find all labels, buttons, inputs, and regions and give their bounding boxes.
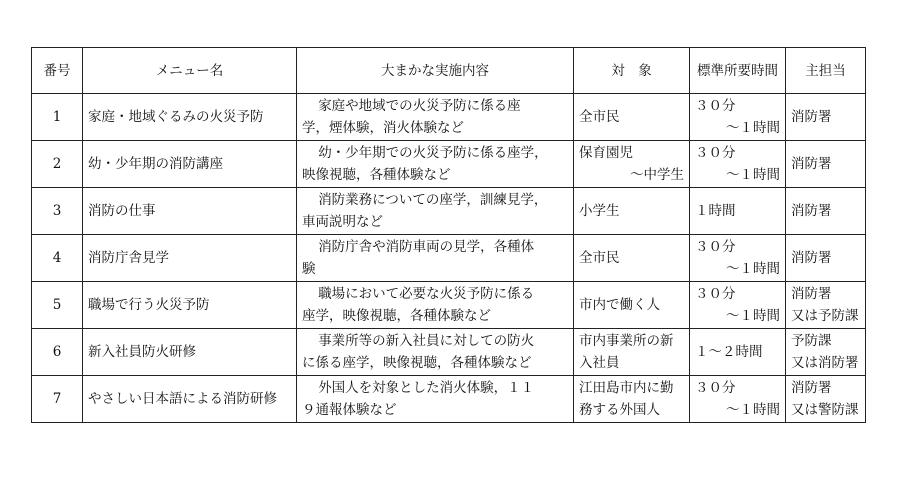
target-cell [574, 235, 690, 282]
header-row [32, 48, 866, 94]
target-line: 保育園児 [579, 145, 633, 161]
content-line: 座学，映像視聴，各種体験など [302, 308, 491, 324]
owner-line: 又は警防課 [791, 402, 859, 418]
menu-name: 幼・少年期の消防講座 [83, 141, 297, 188]
owner-cell [786, 235, 866, 282]
content-line: 消防業務についての座学，訓練見学， [318, 192, 548, 208]
content-cell [297, 94, 574, 141]
duration-line: １～２時間 [695, 344, 763, 360]
owner-line: 消防署 [791, 203, 832, 219]
content-cell [297, 188, 574, 235]
menu-name: 消防の仕事 [83, 188, 297, 235]
content-cell [297, 376, 574, 423]
target-cell [574, 376, 690, 423]
duration-cell [690, 141, 786, 188]
duration-line: ３０分 [695, 145, 736, 161]
owner-cell [786, 94, 866, 141]
content-line: 学，煙体験，消火体験など [302, 120, 464, 136]
row-number: 1 [32, 94, 83, 141]
owner-line: 消防署 [791, 250, 832, 266]
row-number: 2 [32, 141, 83, 188]
duration-line: ～１時間 [726, 308, 780, 324]
menu-name: 消防庁舎見学 [83, 235, 297, 282]
target-line: 入社員 [579, 355, 620, 371]
header-duration: 標準所要時間 [690, 48, 786, 94]
duration-cell [690, 235, 786, 282]
target-line: ～中学生 [630, 167, 684, 183]
row-number: 7 [32, 376, 83, 423]
target-line: 市内事業所の新 [579, 333, 674, 349]
table-row [32, 376, 866, 423]
target-line: 全市民 [579, 109, 620, 125]
row-number: 6 [32, 329, 83, 376]
table-row [32, 94, 866, 141]
target-line: 小学生 [579, 203, 620, 219]
owner-line: 予防課 [791, 333, 832, 349]
duration-line: ３０分 [695, 286, 736, 302]
content-line: 映像視聴，各種体験など [302, 167, 451, 183]
row-number: 5 [32, 282, 83, 329]
content-line: に係る座学，映像視聴，各種体験など [302, 355, 532, 371]
duration-line: ～１時間 [726, 261, 780, 277]
row-number: 3 [32, 188, 83, 235]
table-row [32, 329, 866, 376]
owner-line: 消防署 [791, 156, 832, 172]
duration-cell [690, 94, 786, 141]
owner-cell [786, 329, 866, 376]
duration-line: １時間 [695, 203, 736, 219]
content-cell [297, 141, 574, 188]
duration-cell [690, 329, 786, 376]
content-line: 職場において必要な火災予防に係る [318, 286, 535, 302]
owner-line: 又は消防署 [791, 355, 859, 371]
header-content: 大まかな実施内容 [297, 48, 574, 94]
content-line: 事業所等の新入社員に対しての防火 [318, 333, 535, 349]
table-row [32, 282, 866, 329]
content-line: ９通報体験など [302, 402, 397, 418]
owner-cell [786, 188, 866, 235]
owner-cell [786, 376, 866, 423]
target-line: 市内で働く人 [579, 297, 660, 313]
owner-cell [786, 282, 866, 329]
menu-name: 職場で行う火災予防 [83, 282, 297, 329]
content-line: 消防庁舎や消防車両の見学，各種体 [318, 239, 535, 255]
target-line: 全市民 [579, 250, 620, 266]
owner-cell [786, 141, 866, 188]
header-number: 番号 [32, 48, 83, 94]
header-target: 対 象 [574, 48, 690, 94]
content-line: 車両説明など [302, 214, 383, 230]
target-cell [574, 329, 690, 376]
table-row [32, 188, 866, 235]
table-row [32, 141, 866, 188]
target-cell [574, 282, 690, 329]
target-cell [574, 94, 690, 141]
target-line: 務する外国人 [579, 402, 660, 418]
duration-cell [690, 188, 786, 235]
menu-name: 新入社員防火研修 [83, 329, 297, 376]
duration-line: ～１時間 [726, 402, 780, 418]
content-cell [297, 329, 574, 376]
header-owner: 主担当 [786, 48, 866, 94]
owner-line: 消防署 [791, 380, 832, 396]
row-number: 4 [32, 235, 83, 282]
content-line: 外国人を対象とした消火体験，１１ [318, 380, 535, 396]
owner-line: 又は予防課 [791, 308, 859, 324]
table-row [32, 235, 866, 282]
menu-name: 家庭・地域ぐるみの火災予防 [83, 94, 297, 141]
content-cell [297, 235, 574, 282]
duration-cell [690, 282, 786, 329]
duration-line: ３０分 [695, 98, 736, 114]
fire-prevention-menu-table [31, 47, 866, 423]
menu-name: やさしい日本語による消防研修 [83, 376, 297, 423]
target-line: 江田島市内に勤 [579, 380, 674, 396]
duration-line: ～１時間 [726, 120, 780, 136]
duration-cell [690, 376, 786, 423]
content-line: 幼・少年期での火災予防に係る座学， [318, 145, 548, 161]
duration-line: ～１時間 [726, 167, 780, 183]
duration-line: ３０分 [695, 380, 736, 396]
content-line: 験 [302, 261, 316, 277]
target-cell [574, 188, 690, 235]
target-cell [574, 141, 690, 188]
owner-line: 消防署 [791, 109, 832, 125]
header-menu-name: メニュー名 [83, 48, 297, 94]
content-line: 家庭や地域での火災予防に係る座 [318, 98, 521, 114]
owner-line: 消防署 [791, 286, 832, 302]
content-cell [297, 282, 574, 329]
duration-line: ３０分 [695, 239, 736, 255]
